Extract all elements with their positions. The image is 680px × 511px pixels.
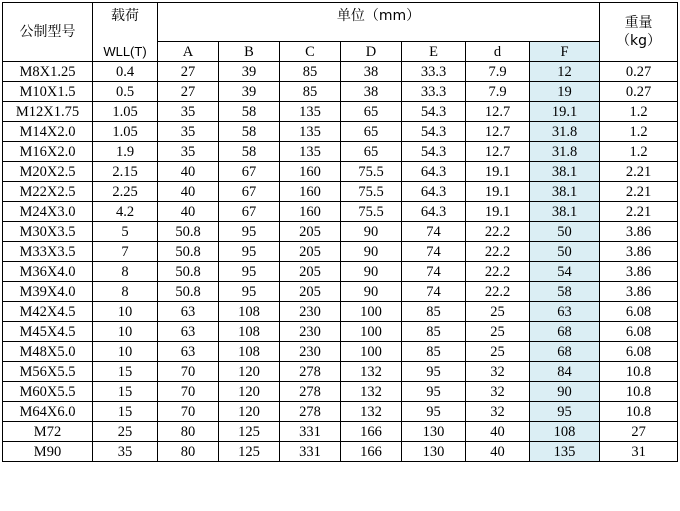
header-col-f: F (530, 42, 600, 62)
cell-small-d: 7.9 (466, 62, 530, 82)
cell-e: 33.3 (402, 82, 466, 102)
cell-weight: 2.21 (600, 202, 678, 222)
cell-small-d: 32 (466, 362, 530, 382)
cell-small-d: 25 (466, 342, 530, 362)
table-row (3, 102, 678, 122)
cell-d: 132 (341, 362, 402, 382)
cell-e: 54.3 (402, 102, 466, 122)
cell-d: 90 (341, 222, 402, 242)
cell-b: 95 (219, 242, 280, 262)
spec-table (2, 2, 678, 462)
cell-small-d: 40 (466, 422, 530, 442)
cell-weight: 1.2 (600, 142, 678, 162)
cell-e: 64.3 (402, 162, 466, 182)
cell-a: 35 (158, 142, 219, 162)
table-row (3, 122, 678, 142)
cell-c: 160 (280, 202, 341, 222)
cell-c: 331 (280, 442, 341, 462)
table-row (3, 142, 678, 162)
cell-wll: 4.2 (93, 202, 158, 222)
cell-small-d: 19.1 (466, 162, 530, 182)
cell-wll: 1.05 (93, 102, 158, 122)
header-wll: WLL(T) (93, 42, 158, 62)
table-row (3, 162, 678, 182)
cell-model: M8X1.25 (3, 62, 93, 82)
cell-d: 90 (341, 282, 402, 302)
cell-c: 160 (280, 182, 341, 202)
cell-c: 278 (280, 402, 341, 422)
cell-e: 74 (402, 222, 466, 242)
cell-a: 80 (158, 442, 219, 462)
cell-wll: 15 (93, 402, 158, 422)
cell-b: 120 (219, 382, 280, 402)
cell-f: 135 (530, 442, 600, 462)
cell-model: M14X2.0 (3, 122, 93, 142)
cell-b: 58 (219, 122, 280, 142)
cell-wll: 2.25 (93, 182, 158, 202)
cell-c: 85 (280, 62, 341, 82)
cell-c: 230 (280, 342, 341, 362)
table-row (3, 82, 678, 102)
cell-small-d: 22.2 (466, 262, 530, 282)
cell-model: M39X4.0 (3, 282, 93, 302)
table-row (3, 282, 678, 302)
cell-e: 130 (402, 422, 466, 442)
cell-wll: 10 (93, 322, 158, 342)
cell-model: M48X5.0 (3, 342, 93, 362)
cell-f: 108 (530, 422, 600, 442)
cell-e: 74 (402, 242, 466, 262)
cell-a: 50.8 (158, 262, 219, 282)
cell-f: 31.8 (530, 122, 600, 142)
cell-model: M72 (3, 422, 93, 442)
cell-d: 132 (341, 402, 402, 422)
header-col-c: C (280, 42, 341, 62)
cell-f: 38.1 (530, 162, 600, 182)
cell-wll: 10 (93, 302, 158, 322)
header-unit: 单位（mm） (158, 3, 600, 42)
cell-a: 40 (158, 182, 219, 202)
cell-e: 64.3 (402, 182, 466, 202)
cell-f: 12 (530, 62, 600, 82)
cell-weight: 10.8 (600, 402, 678, 422)
table-row (3, 262, 678, 282)
cell-e: 64.3 (402, 202, 466, 222)
cell-c: 205 (280, 282, 341, 302)
cell-weight: 10.8 (600, 382, 678, 402)
cell-weight: 31 (600, 442, 678, 462)
cell-f: 90 (530, 382, 600, 402)
cell-c: 205 (280, 262, 341, 282)
cell-model: M90 (3, 442, 93, 462)
cell-model: M30X3.5 (3, 222, 93, 242)
cell-e: 33.3 (402, 62, 466, 82)
header-col-e: E (402, 42, 466, 62)
cell-a: 80 (158, 422, 219, 442)
cell-d: 65 (341, 122, 402, 142)
cell-b: 39 (219, 82, 280, 102)
cell-d: 100 (341, 322, 402, 342)
cell-weight: 6.08 (600, 322, 678, 342)
cell-d: 132 (341, 382, 402, 402)
cell-wll: 1.9 (93, 142, 158, 162)
cell-a: 27 (158, 82, 219, 102)
header-weight: 重量（kg） (600, 3, 678, 62)
cell-a: 63 (158, 322, 219, 342)
cell-small-d: 22.2 (466, 222, 530, 242)
cell-model: M45X4.5 (3, 322, 93, 342)
cell-model: M22X2.5 (3, 182, 93, 202)
cell-b: 67 (219, 182, 280, 202)
cell-model: M36X4.0 (3, 262, 93, 282)
cell-c: 135 (280, 122, 341, 142)
cell-weight: 3.86 (600, 222, 678, 242)
cell-a: 35 (158, 122, 219, 142)
cell-small-d: 12.7 (466, 142, 530, 162)
cell-d: 100 (341, 302, 402, 322)
cell-weight: 0.27 (600, 62, 678, 82)
header-col-d: D (341, 42, 402, 62)
cell-e: 85 (402, 302, 466, 322)
cell-f: 19 (530, 82, 600, 102)
cell-a: 70 (158, 402, 219, 422)
cell-f: 50 (530, 222, 600, 242)
cell-c: 160 (280, 162, 341, 182)
cell-wll: 1.05 (93, 122, 158, 142)
cell-wll: 35 (93, 442, 158, 462)
cell-wll: 25 (93, 422, 158, 442)
cell-small-d: 40 (466, 442, 530, 462)
cell-b: 108 (219, 322, 280, 342)
cell-model: M12X1.75 (3, 102, 93, 122)
table-row (3, 242, 678, 262)
table-row (3, 402, 678, 422)
cell-b: 95 (219, 222, 280, 242)
table-row (3, 362, 678, 382)
cell-a: 50.8 (158, 222, 219, 242)
header-col-a: A (158, 42, 219, 62)
cell-weight: 27 (600, 422, 678, 442)
cell-a: 50.8 (158, 282, 219, 302)
cell-f: 19.1 (530, 102, 600, 122)
cell-model: M64X6.0 (3, 402, 93, 422)
table-row (3, 382, 678, 402)
cell-c: 230 (280, 322, 341, 342)
cell-small-d: 32 (466, 402, 530, 422)
cell-wll: 0.5 (93, 82, 158, 102)
cell-model: M10X1.5 (3, 82, 93, 102)
cell-d: 65 (341, 142, 402, 162)
header-col-small-d: d (466, 42, 530, 62)
cell-d: 75.5 (341, 162, 402, 182)
cell-model: M56X5.5 (3, 362, 93, 382)
table-row (3, 62, 678, 82)
cell-c: 230 (280, 302, 341, 322)
cell-d: 38 (341, 62, 402, 82)
cell-model: M42X4.5 (3, 302, 93, 322)
cell-c: 135 (280, 102, 341, 122)
cell-wll: 0.4 (93, 62, 158, 82)
cell-b: 67 (219, 162, 280, 182)
cell-weight: 2.21 (600, 182, 678, 202)
cell-model: M16X2.0 (3, 142, 93, 162)
cell-c: 278 (280, 362, 341, 382)
cell-d: 166 (341, 422, 402, 442)
cell-d: 75.5 (341, 182, 402, 202)
cell-f: 38.1 (530, 202, 600, 222)
table-row (3, 202, 678, 222)
cell-small-d: 12.7 (466, 102, 530, 122)
cell-small-d: 22.2 (466, 282, 530, 302)
cell-weight: 3.86 (600, 242, 678, 262)
cell-e: 95 (402, 362, 466, 382)
cell-wll: 10 (93, 342, 158, 362)
cell-small-d: 32 (466, 382, 530, 402)
cell-a: 40 (158, 162, 219, 182)
cell-f: 95 (530, 402, 600, 422)
cell-e: 85 (402, 322, 466, 342)
cell-a: 27 (158, 62, 219, 82)
cell-f: 31.8 (530, 142, 600, 162)
cell-f: 84 (530, 362, 600, 382)
cell-e: 95 (402, 402, 466, 422)
cell-small-d: 12.7 (466, 122, 530, 142)
cell-e: 54.3 (402, 122, 466, 142)
cell-small-d: 22.2 (466, 242, 530, 262)
table-row (3, 182, 678, 202)
cell-c: 85 (280, 82, 341, 102)
cell-c: 205 (280, 242, 341, 262)
cell-d: 100 (341, 342, 402, 362)
cell-model: M33X3.5 (3, 242, 93, 262)
cell-d: 90 (341, 242, 402, 262)
cell-f: 54 (530, 262, 600, 282)
cell-a: 50.8 (158, 242, 219, 262)
table-row (3, 222, 678, 242)
cell-b: 125 (219, 442, 280, 462)
cell-small-d: 25 (466, 302, 530, 322)
cell-wll: 8 (93, 282, 158, 302)
cell-c: 331 (280, 422, 341, 442)
cell-weight: 3.86 (600, 282, 678, 302)
cell-wll: 2.15 (93, 162, 158, 182)
cell-model: M20X2.5 (3, 162, 93, 182)
cell-f: 68 (530, 322, 600, 342)
cell-wll: 15 (93, 382, 158, 402)
cell-d: 65 (341, 102, 402, 122)
cell-weight: 6.08 (600, 342, 678, 362)
cell-d: 90 (341, 262, 402, 282)
cell-e: 95 (402, 382, 466, 402)
cell-a: 63 (158, 302, 219, 322)
table-row (3, 342, 678, 362)
cell-b: 125 (219, 422, 280, 442)
cell-b: 95 (219, 282, 280, 302)
header-load: 载荷 (93, 3, 158, 42)
cell-f: 63 (530, 302, 600, 322)
cell-b: 67 (219, 202, 280, 222)
cell-a: 63 (158, 342, 219, 362)
cell-small-d: 19.1 (466, 202, 530, 222)
cell-b: 39 (219, 62, 280, 82)
cell-a: 35 (158, 102, 219, 122)
cell-e: 74 (402, 282, 466, 302)
cell-weight: 10.8 (600, 362, 678, 382)
cell-a: 70 (158, 362, 219, 382)
cell-model: M24X3.0 (3, 202, 93, 222)
cell-b: 95 (219, 262, 280, 282)
cell-wll: 7 (93, 242, 158, 262)
cell-c: 135 (280, 142, 341, 162)
header-model: 公制型号 (3, 3, 93, 62)
cell-d: 166 (341, 442, 402, 462)
cell-b: 120 (219, 362, 280, 382)
cell-f: 68 (530, 342, 600, 362)
cell-f: 38.1 (530, 182, 600, 202)
cell-b: 58 (219, 102, 280, 122)
cell-wll: 15 (93, 362, 158, 382)
cell-small-d: 7.9 (466, 82, 530, 102)
cell-c: 205 (280, 222, 341, 242)
table-body (3, 62, 678, 462)
cell-b: 120 (219, 402, 280, 422)
cell-f: 50 (530, 242, 600, 262)
table-row (3, 422, 678, 442)
cell-a: 70 (158, 382, 219, 402)
table-row (3, 442, 678, 462)
cell-c: 278 (280, 382, 341, 402)
cell-e: 54.3 (402, 142, 466, 162)
cell-b: 108 (219, 302, 280, 322)
cell-e: 74 (402, 262, 466, 282)
cell-a: 40 (158, 202, 219, 222)
cell-weight: 2.21 (600, 162, 678, 182)
cell-d: 38 (341, 82, 402, 102)
header-col-b: B (219, 42, 280, 62)
cell-wll: 5 (93, 222, 158, 242)
cell-small-d: 19.1 (466, 182, 530, 202)
table-row (3, 302, 678, 322)
cell-wll: 8 (93, 262, 158, 282)
cell-weight: 1.2 (600, 102, 678, 122)
cell-f: 58 (530, 282, 600, 302)
cell-weight: 1.2 (600, 122, 678, 142)
table-row (3, 322, 678, 342)
cell-model: M60X5.5 (3, 382, 93, 402)
cell-b: 108 (219, 342, 280, 362)
cell-e: 130 (402, 442, 466, 462)
cell-e: 85 (402, 342, 466, 362)
cell-d: 75.5 (341, 202, 402, 222)
cell-weight: 6.08 (600, 302, 678, 322)
cell-small-d: 25 (466, 322, 530, 342)
cell-weight: 3.86 (600, 262, 678, 282)
cell-b: 58 (219, 142, 280, 162)
cell-weight: 0.27 (600, 82, 678, 102)
